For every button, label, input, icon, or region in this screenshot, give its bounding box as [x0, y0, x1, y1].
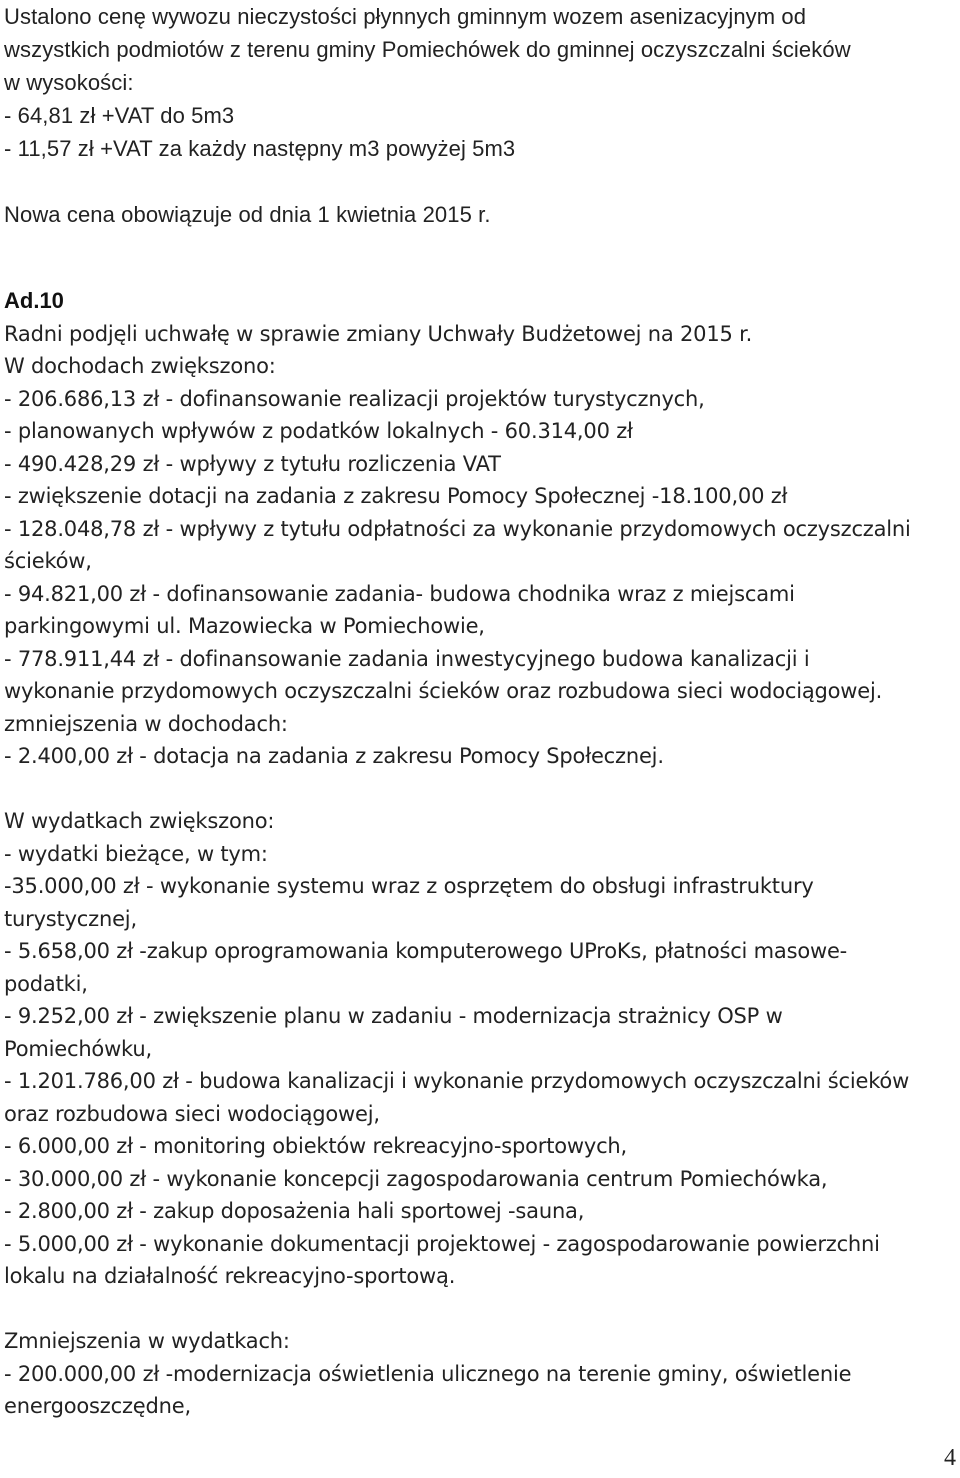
text-line: Pomiechówku, — [4, 1036, 152, 1061]
text-line: w wysokości: — [4, 70, 134, 95]
text-line: - 778.911,44 zł - dofinansowanie zadania inwestycyjnego budowa kanalizacji i — [4, 646, 810, 671]
text-line: - 2.400,00 zł - dotacja na zadania z zakresu Pomocy Społecznej. — [4, 744, 664, 768]
price-section — [4, 0, 956, 231]
text-line: podatki, — [4, 971, 88, 996]
text-line: - 2.800,00 zł - zakup doposażenia hali sportowej -sauna, — [4, 1199, 585, 1223]
text-line: - 1.201.786,00 zł - budowa kanalizacji i wykonanie przydomowych oczyszczalni ścieków — [4, 1069, 910, 1093]
text-line: -35.000,00 zł - wykonanie systemu wraz z osprzętem do obsługi infrastruktury — [4, 874, 814, 898]
text-line: - 30.000,00 zł - wykonanie koncepcji zagospodarowania centrum Pomiechówka, — [4, 1166, 828, 1191]
text-line: zmniejszenia w dochodach: — [4, 711, 288, 736]
blank-line — [4, 1293, 956, 1326]
text-line: Radni podjęli uchwałę w sprawie zmiany Uchwały Budżetowej na 2015 r. — [4, 321, 753, 346]
text-line: - 200.000,00 zł -modernizacja oświetlenia ulicznego na terenie gminy, oświetlenie — [4, 1361, 852, 1386]
text-line: Ustalono cenę wywozu nieczystości płynnych gminnym wozem asenizacyjnym od — [4, 4, 807, 29]
text-line: - 5.658,00 zł -zakup oprogramowania komputerowego UProKs, płatności masowe- — [4, 939, 848, 963]
text-line: Nowa cena obowiązuje od dnia 1 kwietnia 2015 r. — [4, 202, 491, 227]
text-line: - 490.428,29 zł - wpływy z tytułu rozliczenia VAT — [4, 451, 501, 476]
blank-line — [4, 773, 956, 806]
text-line: lokalu na działalność rekreacyjno-sportową. — [4, 1264, 456, 1288]
text-line: - 9.252,00 zł - zwiększenie planu w zadaniu - modernizacja strażnicy OSP w — [4, 1004, 783, 1028]
text-line: - 5.000,00 zł - wykonanie dokumentacji projektowej - zagospodarowanie powierzchni — [4, 1231, 880, 1256]
text-line: wykonanie przydomowych oczyszczalni ścieków oraz rozbudowa sieci wodociągowej. — [4, 679, 883, 703]
section-heading: Ad.10 — [4, 288, 64, 313]
text-line: - 206.686,13 zł - dofinansowanie realizacji projektów turystycznych, — [4, 386, 705, 411]
ad10-section — [4, 285, 956, 1423]
text-line: - planowanych wpływów z podatków lokalnych - 60.314,00 zł — [4, 419, 633, 443]
text-line: wszystkich podmiotów z terenu gminy Pomiechówek do gminnej oczyszczalni ścieków — [4, 37, 851, 62]
text-line: energooszczędne, — [4, 1394, 191, 1418]
text-line: - 64,81 zł +VAT do 5m3 — [4, 103, 235, 128]
text-line: - wydatki bieżące, w tym: — [4, 841, 268, 866]
blank-line — [4, 165, 956, 198]
text-line: - 11,57 zł +VAT za każdy następny m3 powyżej 5m3 — [4, 136, 516, 161]
text-line: - zwiększenie dotacji na zadania z zakresu Pomocy Społecznej -18.100,00 zł — [4, 484, 788, 508]
text-line: Zmniejszenia w wydatkach: — [4, 1329, 290, 1353]
text-line: W dochodach zwiększono: — [4, 354, 276, 378]
text-line: - 128.048,78 zł - wpływy z tytułu odpłatności za wykonanie przydomowych oczyszczalni — [4, 516, 911, 541]
text-line: W wydatkach zwiększono: — [4, 809, 275, 833]
text-line: turystycznej, — [4, 906, 137, 931]
text-line: - 94.821,00 zł - dofinansowanie zadania- budowa chodnika wraz z miejscami — [4, 581, 795, 606]
page-number: 4 — [944, 1445, 956, 1471]
text-line: parkingowymi ul. Mazowiecka w Pomiechowie, — [4, 614, 485, 638]
text-line: - 6.000,00 zł - monitoring obiektów rekreacyjno-sportowych, — [4, 1134, 628, 1158]
text-line: oraz rozbudowa sieci wodociągowej, — [4, 1101, 380, 1126]
text-line: ścieków, — [4, 549, 92, 573]
